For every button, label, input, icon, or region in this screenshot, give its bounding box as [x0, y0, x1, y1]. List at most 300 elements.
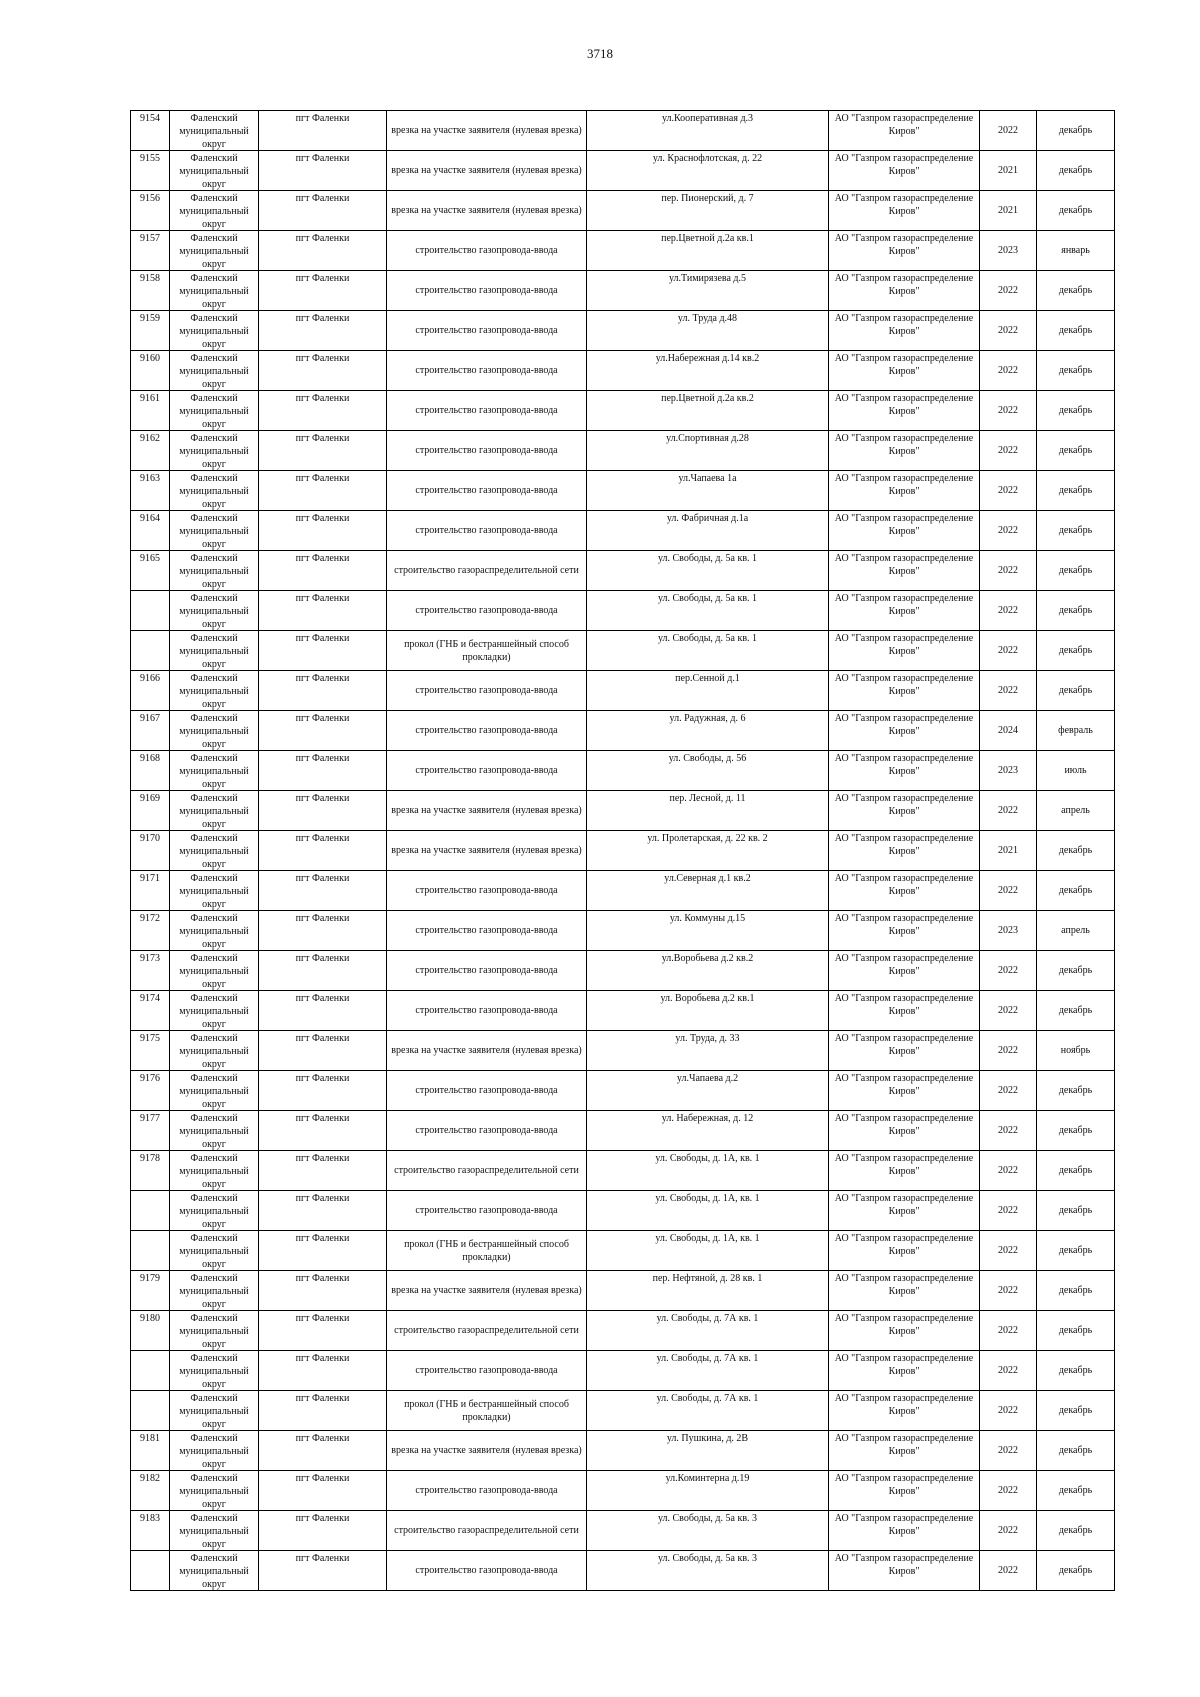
address-cell: ул. Краснофлотская, д. 22	[587, 151, 829, 191]
address-cell: ул. Радужная, д. 6	[587, 711, 829, 751]
municipality-text: Фаленский муниципальный округ	[179, 1513, 249, 1550]
row-number-cell: 9171	[131, 871, 170, 911]
settlement-cell: пгт Фаленки	[259, 1191, 387, 1231]
year-cell: 2022	[980, 111, 1037, 151]
settlement-cell: пгт Фаленки	[259, 631, 387, 671]
row-number-cell: 9168	[131, 751, 170, 791]
municipality-cell	[170, 951, 259, 991]
settlement-cell: пгт Фаленки	[259, 791, 387, 831]
row-number-cell: 9158	[131, 271, 170, 311]
address-cell: пер.Цветной д.2а кв.1	[587, 231, 829, 271]
work-type-cell: строительство газопровода-ввода	[387, 471, 587, 511]
row-number-cell	[131, 1191, 170, 1231]
table-row	[131, 991, 1115, 1031]
address-cell: пер.Цветной д.2а кв.2	[587, 391, 829, 431]
year-cell: 2021	[980, 191, 1037, 231]
address-cell: ул. Свободы, д. 5а кв. 1	[587, 551, 829, 591]
month-cell: декабрь	[1037, 1551, 1115, 1591]
organization-cell: АО "Газпром газораспределение Киров"	[829, 511, 980, 551]
month-cell: декабрь	[1037, 1351, 1115, 1391]
work-type-cell: строительство газопровода-ввода	[387, 391, 587, 431]
organization-cell: АО "Газпром газораспределение Киров"	[829, 231, 980, 271]
settlement-cell: пгт Фаленки	[259, 1311, 387, 1351]
year-cell: 2022	[980, 1231, 1037, 1271]
year-cell: 2022	[980, 631, 1037, 671]
row-number-cell: 9159	[131, 311, 170, 351]
settlement-cell: пгт Фаленки	[259, 1111, 387, 1151]
municipality-text: Фаленский муниципальный округ	[179, 593, 249, 630]
municipality-text: Фаленский муниципальный округ	[179, 673, 249, 710]
municipality-text: Фаленский муниципальный округ	[179, 1393, 249, 1430]
year-cell: 2022	[980, 311, 1037, 351]
address-cell: ул.Чапаева 1а	[587, 471, 829, 511]
municipality-cell	[170, 1151, 259, 1191]
address-cell: ул. Свободы, д. 1А, кв. 1	[587, 1231, 829, 1271]
address-cell: ул.Тимирязева д.5	[587, 271, 829, 311]
work-type-cell: строительство газопровода-ввода	[387, 711, 587, 751]
municipality-text: Фаленский муниципальный округ	[179, 353, 249, 390]
year-cell: 2022	[980, 871, 1037, 911]
row-number-cell: 9160	[131, 351, 170, 391]
year-cell: 2022	[980, 1311, 1037, 1351]
municipality-text: Фаленский муниципальный округ	[179, 1353, 249, 1390]
table-row	[131, 271, 1115, 311]
work-type-cell: строительство газопровода-ввода	[387, 1471, 587, 1511]
address-cell: ул. Воробьева д.2 кв.1	[587, 991, 829, 1031]
municipality-cell	[170, 991, 259, 1031]
municipality-cell	[170, 591, 259, 631]
address-cell: ул.Набережная д.14 кв.2	[587, 351, 829, 391]
work-type-cell: прокол (ГНБ и бестраншейный способ прокладки)	[387, 1391, 587, 1431]
municipality-text: Фаленский муниципальный округ	[179, 1153, 249, 1190]
table-row	[131, 1031, 1115, 1071]
table-row	[131, 311, 1115, 351]
organization-cell: АО "Газпром газораспределение Киров"	[829, 911, 980, 951]
organization-cell: АО "Газпром газораспределение Киров"	[829, 1071, 980, 1111]
address-cell: ул. Пролетарская, д. 22 кв. 2	[587, 831, 829, 871]
table-row	[131, 1111, 1115, 1151]
year-cell: 2022	[980, 1191, 1037, 1231]
address-cell: ул. Пушкина, д. 2В	[587, 1431, 829, 1471]
month-cell: декабрь	[1037, 111, 1115, 151]
year-cell: 2023	[980, 231, 1037, 271]
table-row	[131, 391, 1115, 431]
municipality-cell	[170, 1391, 259, 1431]
table-row	[131, 591, 1115, 631]
address-cell: ул. Коммуны д.15	[587, 911, 829, 951]
table-row	[131, 1231, 1115, 1271]
settlement-cell: пгт Фаленки	[259, 151, 387, 191]
settlement-cell: пгт Фаленки	[259, 1511, 387, 1551]
table-row	[131, 111, 1115, 151]
municipality-cell	[170, 1471, 259, 1511]
organization-cell: АО "Газпром газораспределение Киров"	[829, 791, 980, 831]
table-row	[131, 1311, 1115, 1351]
organization-cell: АО "Газпром газораспределение Киров"	[829, 671, 980, 711]
table-row	[131, 1071, 1115, 1111]
year-cell: 2022	[980, 351, 1037, 391]
address-cell: ул. Свободы, д. 7А кв. 1	[587, 1311, 829, 1351]
table-row	[131, 631, 1115, 671]
organization-cell: АО "Газпром газораспределение Киров"	[829, 1231, 980, 1271]
municipality-text: Фаленский муниципальный округ	[179, 1033, 249, 1070]
table-row	[131, 471, 1115, 511]
municipality-cell	[170, 551, 259, 591]
year-cell: 2022	[980, 551, 1037, 591]
settlement-cell: пгт Фаленки	[259, 871, 387, 911]
table-row	[131, 1551, 1115, 1591]
month-cell: декабрь	[1037, 1191, 1115, 1231]
work-type-cell: врезка на участке заявителя (нулевая врезка)	[387, 1431, 587, 1471]
table-row	[131, 191, 1115, 231]
municipality-cell	[170, 1311, 259, 1351]
settlement-cell: пгт Фаленки	[259, 231, 387, 271]
row-number-cell: 9183	[131, 1511, 170, 1551]
address-cell: ул. Фабричная д.1а	[587, 511, 829, 551]
municipality-cell	[170, 311, 259, 351]
year-cell: 2022	[980, 1471, 1037, 1511]
month-cell: декабрь	[1037, 1391, 1115, 1431]
row-number-cell	[131, 1391, 170, 1431]
table-row	[131, 231, 1115, 271]
municipality-cell	[170, 1551, 259, 1591]
table-row	[131, 951, 1115, 991]
municipality-cell	[170, 1191, 259, 1231]
work-type-cell: строительство газопровода-ввода	[387, 991, 587, 1031]
work-type-cell: строительство газопровода-ввода	[387, 871, 587, 911]
municipality-text: Фаленский муниципальный округ	[179, 1233, 249, 1270]
organization-cell: АО "Газпром газораспределение Киров"	[829, 1271, 980, 1311]
month-cell: апрель	[1037, 911, 1115, 951]
month-cell: июль	[1037, 751, 1115, 791]
row-number-cell	[131, 1351, 170, 1391]
municipality-text: Фаленский муниципальный округ	[179, 793, 249, 830]
month-cell: январь	[1037, 231, 1115, 271]
settlement-cell: пгт Фаленки	[259, 911, 387, 951]
row-number-cell: 9161	[131, 391, 170, 431]
work-type-cell: строительство газопровода-ввода	[387, 751, 587, 791]
year-cell: 2022	[980, 1511, 1037, 1551]
table-row	[131, 1351, 1115, 1391]
address-cell: ул. Свободы, д. 1А, кв. 1	[587, 1151, 829, 1191]
organization-cell: АО "Газпром газораспределение Киров"	[829, 991, 980, 1031]
work-type-cell: строительство газопровода-ввода	[387, 351, 587, 391]
table-row	[131, 711, 1115, 751]
settlement-cell: пгт Фаленки	[259, 1431, 387, 1471]
month-cell: декабрь	[1037, 1151, 1115, 1191]
address-cell: пер. Пионерский, д. 7	[587, 191, 829, 231]
month-cell: декабрь	[1037, 551, 1115, 591]
work-type-cell: строительство газопровода-ввода	[387, 671, 587, 711]
address-cell: пер. Лесной, д. 11	[587, 791, 829, 831]
table-row	[131, 431, 1115, 471]
address-cell: ул. Свободы, д. 5а кв. 3	[587, 1551, 829, 1591]
organization-cell: АО "Газпром газораспределение Киров"	[829, 391, 980, 431]
settlement-cell: пгт Фаленки	[259, 1471, 387, 1511]
municipality-text: Фаленский муниципальный округ	[179, 1313, 249, 1350]
municipality-cell	[170, 671, 259, 711]
organization-cell: АО "Газпром газораспределение Киров"	[829, 551, 980, 591]
municipality-text: Фаленский муниципальный округ	[179, 473, 249, 510]
settlement-cell: пгт Фаленки	[259, 1071, 387, 1111]
month-cell: апрель	[1037, 791, 1115, 831]
settlement-cell: пгт Фаленки	[259, 311, 387, 351]
year-cell: 2022	[980, 1071, 1037, 1111]
row-number-cell: 9175	[131, 1031, 170, 1071]
organization-cell: АО "Газпром газораспределение Киров"	[829, 471, 980, 511]
settlement-cell: пгт Фаленки	[259, 1551, 387, 1591]
municipality-text: Фаленский муниципальный округ	[179, 1273, 249, 1310]
table-row	[131, 791, 1115, 831]
row-number-cell: 9166	[131, 671, 170, 711]
settlement-cell: пгт Фаленки	[259, 951, 387, 991]
address-cell: ул. Свободы, д. 5а кв. 1	[587, 591, 829, 631]
municipality-text: Фаленский муниципальный округ	[179, 393, 249, 430]
settlement-cell: пгт Фаленки	[259, 711, 387, 751]
organization-cell: АО "Газпром газораспределение Киров"	[829, 1031, 980, 1071]
settlement-cell: пгт Фаленки	[259, 1391, 387, 1431]
organization-cell: АО "Газпром газораспределение Киров"	[829, 1551, 980, 1591]
settlement-cell: пгт Фаленки	[259, 1031, 387, 1071]
municipality-text: Фаленский муниципальный округ	[179, 1473, 249, 1510]
municipality-cell	[170, 151, 259, 191]
table-row	[131, 1271, 1115, 1311]
organization-cell: АО "Газпром газораспределение Киров"	[829, 1351, 980, 1391]
year-cell: 2021	[980, 831, 1037, 871]
year-cell: 2022	[980, 511, 1037, 551]
table-row	[131, 351, 1115, 391]
municipality-text: Фаленский муниципальный округ	[179, 273, 249, 310]
year-cell: 2022	[980, 951, 1037, 991]
address-cell: ул.Чапаева д.2	[587, 1071, 829, 1111]
table-row	[131, 151, 1115, 191]
month-cell: декабрь	[1037, 191, 1115, 231]
year-cell: 2022	[980, 1031, 1037, 1071]
work-type-cell: врезка на участке заявителя (нулевая врезка)	[387, 791, 587, 831]
month-cell: декабрь	[1037, 951, 1115, 991]
municipality-cell	[170, 351, 259, 391]
municipality-cell	[170, 1231, 259, 1271]
year-cell: 2022	[980, 431, 1037, 471]
municipality-cell	[170, 631, 259, 671]
row-number-cell	[131, 591, 170, 631]
work-type-cell: врезка на участке заявителя (нулевая врезка)	[387, 1271, 587, 1311]
row-number-cell: 9162	[131, 431, 170, 471]
organization-cell: АО "Газпром газораспределение Киров"	[829, 311, 980, 351]
table-row	[131, 511, 1115, 551]
municipality-cell	[170, 1071, 259, 1111]
gasification-table	[130, 110, 1115, 1591]
row-number-cell: 9179	[131, 1271, 170, 1311]
municipality-cell	[170, 1111, 259, 1151]
settlement-cell: пгт Фаленки	[259, 511, 387, 551]
municipality-cell	[170, 111, 259, 151]
month-cell: декабрь	[1037, 1071, 1115, 1111]
municipality-cell	[170, 271, 259, 311]
organization-cell: АО "Газпром газораспределение Киров"	[829, 591, 980, 631]
year-cell: 2022	[980, 1271, 1037, 1311]
month-cell: декабрь	[1037, 151, 1115, 191]
table-row	[131, 1471, 1115, 1511]
row-number-cell: 9180	[131, 1311, 170, 1351]
month-cell: декабрь	[1037, 311, 1115, 351]
month-cell: декабрь	[1037, 1471, 1115, 1511]
organization-cell: АО "Газпром газораспределение Киров"	[829, 1111, 980, 1151]
year-cell: 2022	[980, 1151, 1037, 1191]
municipality-cell	[170, 391, 259, 431]
municipality-cell	[170, 791, 259, 831]
address-cell: ул. Свободы, д. 56	[587, 751, 829, 791]
month-cell: декабрь	[1037, 351, 1115, 391]
month-cell: декабрь	[1037, 591, 1115, 631]
organization-cell: АО "Газпром газораспределение Киров"	[829, 431, 980, 471]
month-cell: декабрь	[1037, 631, 1115, 671]
municipality-text: Фаленский муниципальный округ	[179, 713, 249, 750]
settlement-cell: пгт Фаленки	[259, 591, 387, 631]
settlement-cell: пгт Фаленки	[259, 391, 387, 431]
municipality-text: Фаленский муниципальный округ	[179, 153, 249, 190]
work-type-cell: прокол (ГНБ и бестраншейный способ прокладки)	[387, 1231, 587, 1271]
settlement-cell: пгт Фаленки	[259, 1271, 387, 1311]
work-type-cell: строительство газопровода-ввода	[387, 311, 587, 351]
organization-cell: АО "Газпром газораспределение Киров"	[829, 711, 980, 751]
settlement-cell: пгт Фаленки	[259, 431, 387, 471]
row-number-cell: 9167	[131, 711, 170, 751]
work-type-cell: строительство газопровода-ввода	[387, 591, 587, 631]
address-cell: ул.Коминтерна д.19	[587, 1471, 829, 1511]
month-cell: декабрь	[1037, 1231, 1115, 1271]
address-cell: пер.Сенной д.1	[587, 671, 829, 711]
organization-cell: АО "Газпром газораспределение Киров"	[829, 1431, 980, 1471]
municipality-text: Фаленский муниципальный округ	[179, 913, 249, 950]
municipality-cell	[170, 1351, 259, 1391]
table-row	[131, 751, 1115, 791]
page-number: 3718	[587, 46, 613, 61]
municipality-cell	[170, 1271, 259, 1311]
settlement-cell: пгт Фаленки	[259, 351, 387, 391]
year-cell: 2022	[980, 1111, 1037, 1151]
row-number-cell: 9165	[131, 551, 170, 591]
year-cell: 2022	[980, 991, 1037, 1031]
organization-cell: АО "Газпром газораспределение Киров"	[829, 1471, 980, 1511]
municipality-text: Фаленский муниципальный округ	[179, 633, 249, 670]
row-number-cell: 9173	[131, 951, 170, 991]
address-cell: ул.Воробьева д.2 кв.2	[587, 951, 829, 991]
work-type-cell: строительство газопровода-ввода	[387, 911, 587, 951]
municipality-text: Фаленский муниципальный округ	[179, 193, 249, 230]
year-cell: 2021	[980, 151, 1037, 191]
municipality-text: Фаленский муниципальный округ	[179, 873, 249, 910]
organization-cell: АО "Газпром газораспределение Киров"	[829, 751, 980, 791]
row-number-cell: 9181	[131, 1431, 170, 1471]
address-cell: ул. Свободы, д. 1А, кв. 1	[587, 1191, 829, 1231]
organization-cell: АО "Газпром газораспределение Киров"	[829, 1191, 980, 1231]
table-row	[131, 1431, 1115, 1471]
municipality-text: Фаленский муниципальный округ	[179, 313, 249, 350]
work-type-cell: врезка на участке заявителя (нулевая врезка)	[387, 151, 587, 191]
row-number-cell: 9157	[131, 231, 170, 271]
organization-cell: АО "Газпром газораспределение Киров"	[829, 951, 980, 991]
municipality-cell	[170, 911, 259, 951]
municipality-cell	[170, 751, 259, 791]
row-number-cell: 9177	[131, 1111, 170, 1151]
address-cell: ул. Свободы, д. 5а кв. 3	[587, 1511, 829, 1551]
municipality-text: Фаленский муниципальный округ	[179, 1553, 249, 1590]
address-cell: ул. Свободы, д. 7А кв. 1	[587, 1351, 829, 1391]
work-type-cell: прокол (ГНБ и бестраншейный способ прокладки)	[387, 631, 587, 671]
table-row	[131, 1391, 1115, 1431]
month-cell: декабрь	[1037, 1511, 1115, 1551]
row-number-cell: 9174	[131, 991, 170, 1031]
municipality-cell	[170, 431, 259, 471]
year-cell: 2022	[980, 671, 1037, 711]
address-cell: ул.Северная д.1 кв.2	[587, 871, 829, 911]
municipality-cell	[170, 871, 259, 911]
table-row	[131, 871, 1115, 911]
work-type-cell: строительство газопровода-ввода	[387, 1191, 587, 1231]
month-cell: декабрь	[1037, 1271, 1115, 1311]
year-cell: 2022	[980, 271, 1037, 311]
work-type-cell: строительство газопровода-ввода	[387, 1551, 587, 1591]
work-type-cell: строительство газопровода-ввода	[387, 951, 587, 991]
municipality-text: Фаленский муниципальный округ	[179, 233, 249, 270]
address-cell: ул.Спортивная д.28	[587, 431, 829, 471]
municipality-text: Фаленский муниципальный округ	[179, 953, 249, 990]
organization-cell: АО "Газпром газораспределение Киров"	[829, 1391, 980, 1431]
year-cell: 2024	[980, 711, 1037, 751]
year-cell: 2022	[980, 1351, 1037, 1391]
work-type-cell: строительство газораспределительной сети	[387, 1151, 587, 1191]
month-cell: декабрь	[1037, 471, 1115, 511]
municipality-text: Фаленский муниципальный округ	[179, 513, 249, 550]
municipality-text: Фаленский муниципальный округ	[179, 1113, 249, 1150]
month-cell: декабрь	[1037, 1431, 1115, 1471]
municipality-text: Фаленский муниципальный округ	[179, 753, 249, 790]
municipality-cell	[170, 711, 259, 751]
municipality-text: Фаленский муниципальный округ	[179, 553, 249, 590]
work-type-cell: строительство газораспределительной сети	[387, 1311, 587, 1351]
organization-cell: АО "Газпром газораспределение Киров"	[829, 271, 980, 311]
settlement-cell: пгт Фаленки	[259, 111, 387, 151]
municipality-cell	[170, 831, 259, 871]
year-cell: 2022	[980, 591, 1037, 631]
work-type-cell: врезка на участке заявителя (нулевая врезка)	[387, 111, 587, 151]
settlement-cell: пгт Фаленки	[259, 831, 387, 871]
organization-cell: АО "Газпром газораспределение Киров"	[829, 1511, 980, 1551]
work-type-cell: строительство газопровода-ввода	[387, 1351, 587, 1391]
work-type-cell: строительство газопровода-ввода	[387, 231, 587, 271]
settlement-cell: пгт Фаленки	[259, 471, 387, 511]
table-row	[131, 831, 1115, 871]
row-number-cell: 9182	[131, 1471, 170, 1511]
month-cell: декабрь	[1037, 511, 1115, 551]
settlement-cell: пгт Фаленки	[259, 671, 387, 711]
row-number-cell: 9154	[131, 111, 170, 151]
settlement-cell: пгт Фаленки	[259, 1231, 387, 1271]
table-row	[131, 911, 1115, 951]
municipality-text: Фаленский муниципальный округ	[179, 833, 249, 870]
work-type-cell: врезка на участке заявителя (нулевая врезка)	[387, 1031, 587, 1071]
row-number-cell: 9169	[131, 791, 170, 831]
work-type-cell: строительство газораспределительной сети	[387, 551, 587, 591]
address-cell: ул. Набережная, д. 12	[587, 1111, 829, 1151]
year-cell: 2022	[980, 1551, 1037, 1591]
organization-cell: АО "Газпром газораспределение Киров"	[829, 191, 980, 231]
address-cell: пер. Нефтяной, д. 28 кв. 1	[587, 1271, 829, 1311]
organization-cell: АО "Газпром газораспределение Киров"	[829, 351, 980, 391]
settlement-cell: пгт Фаленки	[259, 551, 387, 591]
month-cell: декабрь	[1037, 671, 1115, 711]
